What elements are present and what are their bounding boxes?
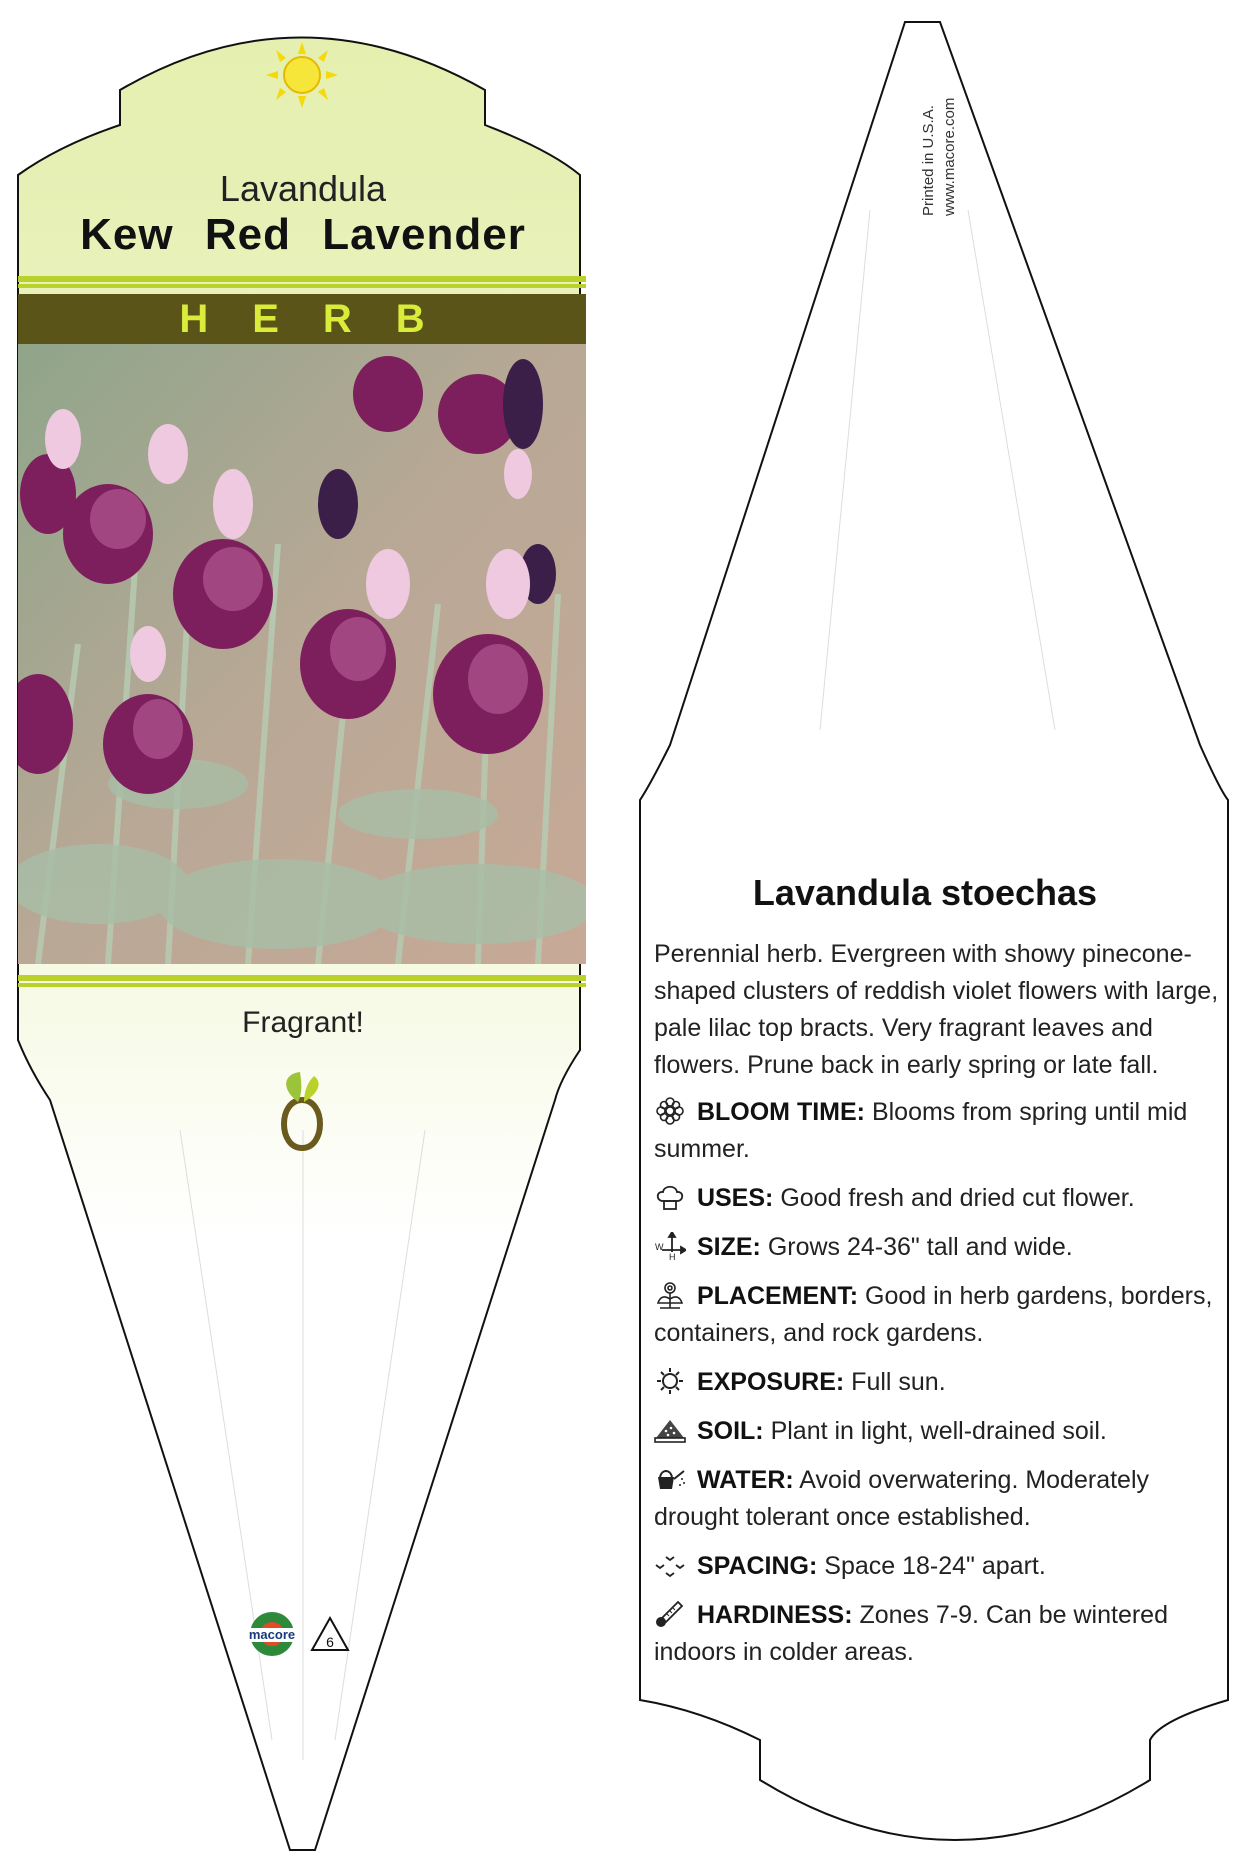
attribute-list [654,1094,1222,1683]
attr-label: WATER: [696,1466,794,1494]
attr-bloom-time [654,1094,1222,1168]
attr-text: Full sun. [851,1368,946,1396]
attr-text: Space 18-24" apart. [824,1552,1046,1580]
chef-hat-icon [654,1183,686,1211]
front-genus: Lavandula [219,168,387,209]
printed-info [918,96,960,216]
attr-label: SOIL: [696,1417,764,1445]
attr-text: Zones 7-9. Can be wintered indoors in colder areas. [654,1601,1168,1666]
attr-text: Plant in light, well-drained soil. [770,1417,1107,1445]
plant-icon [654,1281,686,1309]
attr-size [654,1229,1222,1266]
attr-exposure [654,1364,1222,1401]
attr-hardiness [654,1597,1222,1671]
spacing-icon [654,1551,686,1579]
botanical-name: Lavandula stoechas [752,872,1098,913]
recycle-code: 6 [326,1634,334,1650]
attr-uses [654,1180,1222,1217]
sun-icon [654,1367,686,1395]
attr-spacing [654,1548,1222,1585]
thermometer-icon [654,1600,686,1628]
front-feature: Fragrant! [242,1006,364,1039]
attr-text: Blooms from spring until mid summer. [654,1098,1188,1163]
attr-label: SPACING: [696,1552,818,1580]
front-common-name: Kew Red Lavender [80,210,526,259]
attr-text: Avoid overwatering. Moderately drought tolerant once established. [654,1466,1150,1531]
website: www.macore.com [941,97,958,216]
attr-label: PLACEMENT: [696,1282,859,1310]
size-width-letter: W [655,1242,664,1252]
flower-icon [654,1097,686,1125]
attr-label: EXPOSURE: [696,1368,845,1396]
brand-name: macore [248,1627,296,1642]
watering-can-icon [654,1465,686,1493]
attr-text: Grows 24-36" tall and wide. [767,1233,1073,1261]
plant-photo [18,344,586,964]
attr-water [654,1462,1222,1536]
attr-label: HARDINESS: [696,1601,853,1629]
sun-icon [262,40,342,110]
seed-logo-icon [270,1068,334,1152]
attr-text: Good fresh and dried cut flower. [780,1184,1135,1212]
printed-in: Printed in U.S.A. [920,105,937,216]
attr-text: Good in herb gardens, borders, containers, and rock gardens. [654,1282,1213,1347]
attr-label: SIZE: [696,1233,761,1261]
attr-label: BLOOM TIME: [696,1098,865,1126]
attr-soil [654,1413,1222,1450]
soil-icon [654,1416,686,1444]
brand-logo [244,1604,364,1664]
category-label: HERB [179,297,469,341]
attr-label: USES: [696,1184,774,1212]
size-icon [654,1232,686,1260]
size-height-letter: H [669,1252,676,1260]
attr-placement [654,1278,1222,1352]
description: Perennial herb. Evergreen with showy pinecone-shaped clusters of reddish violet flowers with large, pale lilac top bracts. Very fragrant leaves and flowers. Prune back in early spring or late fall. [654,940,1219,1079]
